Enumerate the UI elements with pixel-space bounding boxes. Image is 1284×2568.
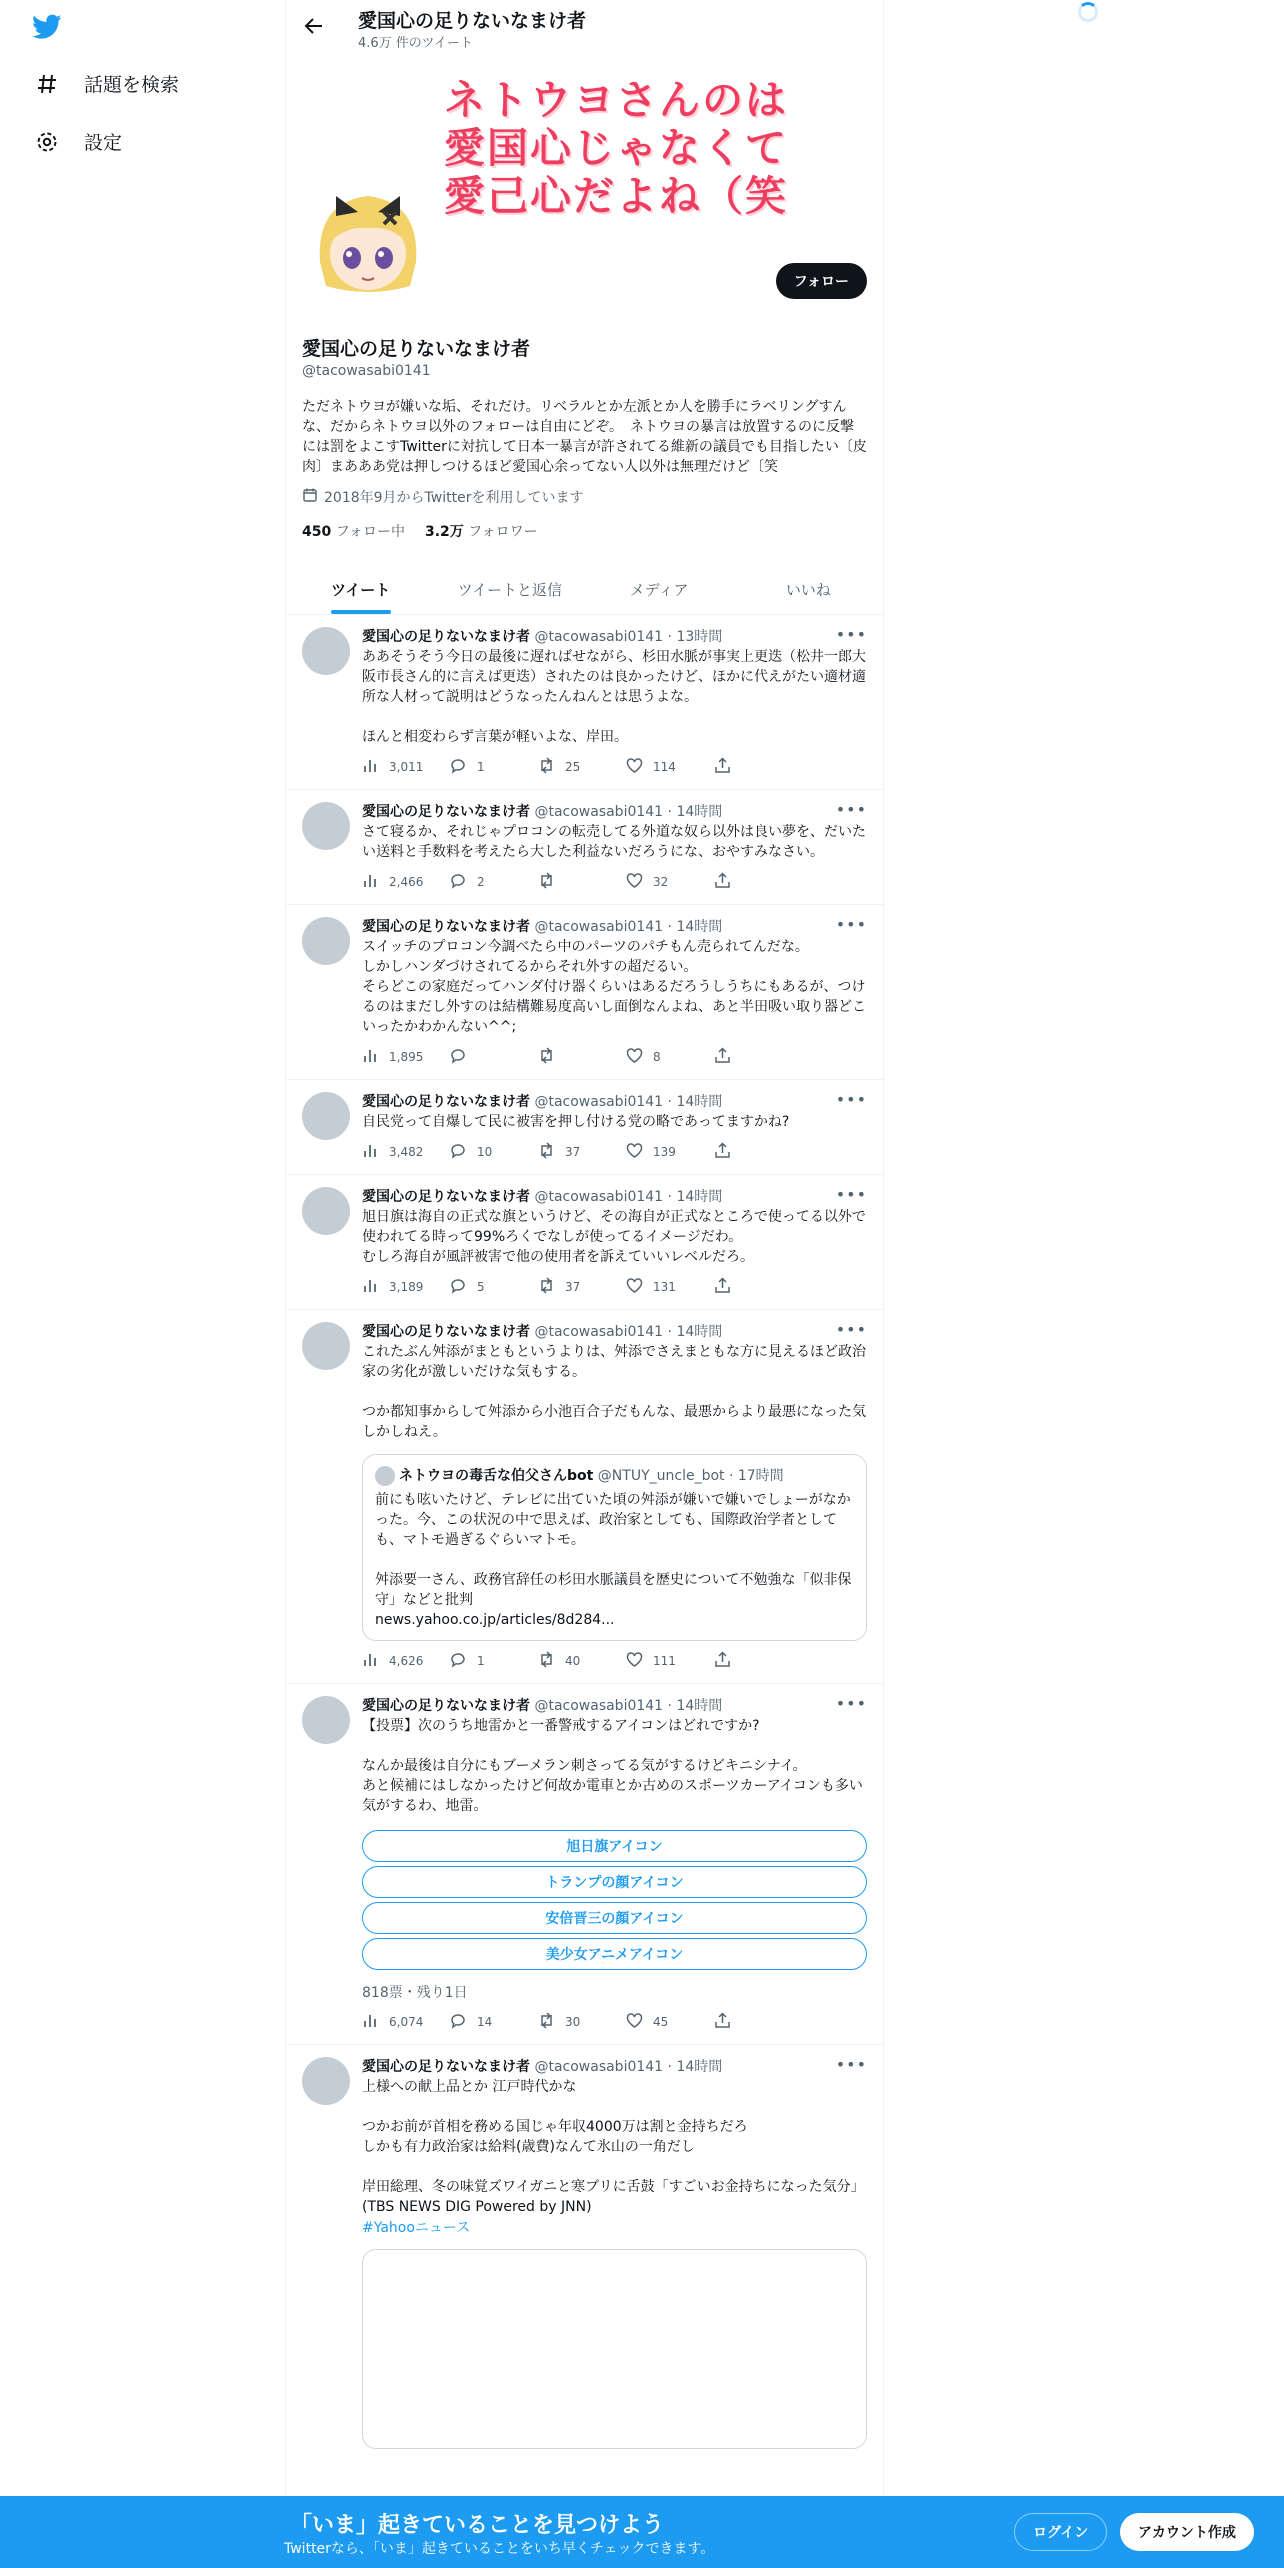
like-button[interactable]: 131 — [626, 1277, 714, 1297]
tweet-text: 旭日旗は海自の正式な旗というけど、その海自が正式なところで使ってる以外で使われてる時って99%ろくでなしが使ってるイメージだわ。 むしろ海自が風評被害で他の使用者を訴えていいレベルだろ。 — [362, 1209, 866, 1265]
bar-chart-icon — [362, 1651, 379, 1671]
tab-likes[interactable]: いいね — [785, 581, 831, 599]
tweet-text: さて寝るか、それじゃプロコンの転売してる外道な奴ら以外は良い夢を、だいたい送料と手数料を考えたら大した利益ないだろうにな、おやすみなさい。 — [362, 824, 866, 860]
tweet-header: 愛国心の足りないなまけ者 @tacowasabi0141 · 14時間 — [362, 1094, 723, 1110]
tweet-avatar[interactable] — [302, 1322, 350, 1370]
poll-meta: 818票・残り1日 — [362, 1985, 468, 2001]
views-button[interactable]: 6,074 — [362, 2012, 450, 2032]
reply-icon — [450, 2012, 467, 2032]
nav-settings-label: 設定 — [84, 132, 123, 154]
heart-icon — [626, 757, 643, 777]
heart-icon — [626, 2012, 643, 2032]
like-button[interactable]: 111 — [626, 1651, 714, 1671]
bar-chart-icon — [362, 872, 379, 892]
quoted-tweet[interactable] — [362, 1454, 867, 1641]
share-button[interactable] — [714, 1142, 802, 1162]
login-button[interactable]: ログイン — [1014, 2513, 1107, 2551]
tweet-avatar[interactable] — [302, 627, 350, 675]
tweet-actions — [362, 1047, 867, 1067]
tweet[interactable] — [286, 1080, 883, 1175]
hashtag-link[interactable]: #Yahooニュース — [362, 2220, 471, 2236]
views-button[interactable]: 2,466 — [362, 872, 450, 892]
retweet-icon — [538, 757, 555, 777]
nav-explore[interactable] — [34, 70, 179, 97]
retweet-icon — [538, 1047, 555, 1067]
more-icon[interactable]: ••• — [835, 1185, 867, 1204]
tab-tweets-replies[interactable]: ツイートと返信 — [457, 581, 562, 599]
tweet-header: 愛国心の足りないなまけ者 @tacowasabi0141 · 14時間 — [362, 1698, 723, 1714]
reply-button[interactable]: 14 — [450, 2012, 538, 2032]
profile-bio: ただネトウヨが嫌いな垢、それだけ。リベラルとか左派とか人を勝手にラベリングすんな、だからネトウヨ以外のフォローは自由にどぞ。 ネトウヨの暴言は放置するのに反撃には罰をよこすTwitterに対抗して日本一暴言が許されてる維新の議員でも目指したい〔皮肉〕まあああ党は押しつけるほど愛国心余ってない人以外は無理だけど〔笑 — [302, 399, 867, 475]
share-button[interactable] — [714, 1651, 802, 1671]
profile-joined — [302, 487, 867, 507]
reply-button[interactable]: 1 — [450, 1651, 538, 1671]
header-title: 愛国心の足りないなまけ者 — [358, 10, 587, 32]
more-icon[interactable]: ••• — [835, 800, 867, 819]
signup-banner — [0, 2496, 1284, 2568]
sidebar — [0, 0, 285, 2568]
reply-button[interactable]: 10 — [450, 1142, 538, 1162]
hashtag-icon — [34, 71, 60, 97]
tweet-text: 自民党って自爆して民に被害を押し付ける党の略であってますかね? — [362, 1114, 790, 1130]
like-button[interactable]: 8 — [626, 1047, 714, 1067]
retweet-icon — [538, 1277, 555, 1297]
nav-explore-label: 話題を検索 — [84, 74, 180, 96]
signup-button[interactable]: アカウント作成 — [1120, 2513, 1254, 2551]
share-button[interactable] — [714, 2012, 802, 2032]
tweet[interactable] — [286, 615, 883, 790]
signup-banner-subtitle: Twitterなら、「いま」起きていることをいち早くチェックできます。 — [284, 2541, 715, 2557]
poll-option[interactable]: 旭日旗アイコン — [362, 1830, 867, 1862]
share-icon — [714, 757, 731, 777]
retweet-button[interactable]: 37 — [538, 1277, 626, 1297]
calendar-icon — [302, 487, 318, 507]
retweet-icon — [538, 2012, 555, 2032]
reply-icon — [450, 1651, 467, 1671]
share-button[interactable] — [714, 1047, 802, 1067]
share-button[interactable] — [714, 1277, 802, 1297]
reply-button[interactable]: 5 — [450, 1277, 538, 1297]
views-button[interactable]: 4,626 — [362, 1651, 450, 1671]
tweet-avatar[interactable] — [302, 2057, 350, 2105]
tweet-header: 愛国心の足りないなまけ者 @tacowasabi0141 · 14時間 — [362, 919, 723, 935]
reply-icon — [450, 1142, 467, 1162]
profile-header-bar — [286, 0, 883, 52]
retweet-button[interactable]: 37 — [538, 1142, 626, 1162]
tweet-avatar[interactable] — [302, 1696, 350, 1744]
more-icon[interactable]: ••• — [835, 1694, 867, 1713]
tweet-actions — [362, 2012, 867, 2032]
views-button[interactable]: 3,189 — [362, 1277, 450, 1297]
tweet-text: 上様への献上品とか 江戸時代かな つかお前が首相を務める国じゃ年収4000万は割と金持ちだろ しかも有力政治家は給料(歳費)なんて氷山の一角だし 岸田総理、冬の味覚ズワイガニと寒ブリに舌鼓「すごいお金持ちになった気分」(TBS NEWS DIG Powered by JNN) — [362, 2079, 865, 2215]
tweet-avatar[interactable] — [302, 802, 350, 850]
joined-date: 2018年9月からTwitterを利用しています — [324, 490, 584, 506]
like-button[interactable]: 139 — [626, 1142, 714, 1162]
retweet-button[interactable] — [538, 1047, 626, 1067]
share-icon — [714, 1142, 731, 1162]
reply-icon — [450, 872, 467, 892]
views-button[interactable]: 3,482 — [362, 1142, 450, 1162]
tweet-text: これたぶん舛添がまともというよりは、舛添でさえまともな方に見えるほど政治家の劣化が激しいだけな気もする。 つか都知事からして舛添から小池百合子だもんな、最悪からより最悪になった気しかしねえ。 — [362, 1344, 866, 1440]
more-icon[interactable]: ••• — [835, 1320, 867, 1339]
bar-chart-icon — [362, 1047, 379, 1067]
reply-button[interactable]: 2 — [450, 872, 538, 892]
share-icon — [714, 1047, 731, 1067]
tweet[interactable] — [286, 1684, 883, 2045]
retweet-button[interactable] — [538, 872, 626, 892]
tweet-text: スイッチのプロコン今調べたら中のパーツのパチもん売られてんだな。 しかしハンダづけされてるからそれ外すの超だるい。 そらどこの家庭だってハンダ付け器くらいはあるだろうしうちにもあるが、つけるのはまだし外すのは結構難易度高いし面倒なんよね、あと半田吸い取り器どこいったかわかんない^^; — [362, 939, 866, 1035]
followers-link[interactable]: 3.2万 フォロワー — [425, 524, 538, 540]
loading-spinner-icon — [1078, 2, 1098, 22]
bar-chart-icon — [362, 1277, 379, 1297]
link-card[interactable] — [362, 2249, 867, 2449]
views-button[interactable]: 1,895 — [362, 1047, 450, 1067]
bar-chart-icon — [362, 757, 379, 777]
retweet-button[interactable]: 30 — [538, 2012, 626, 2032]
gear-icon — [34, 129, 60, 155]
quoted-tweet-text: 前にも呟いたけど、テレビに出ていた頃の舛添が嫌いで嫌いでしょーがなかった。今、この状況の中で思えば、政治家としても、国際政治学者としても、マトモ過ぎるぐらいマトモ。 舛添要一さん、政務官辞任の杉田水脈議員を歴史について不勉強な「似非保守」などと批判 news.yahoo.co.jp/articles/8d284... — [375, 1492, 852, 1628]
tweet-header: 愛国心の足りないなまけ者 @tacowasabi0141 · 14時間 — [362, 804, 723, 820]
more-icon[interactable]: ••• — [835, 915, 867, 934]
share-icon — [714, 872, 731, 892]
poll — [362, 1830, 867, 2002]
heart-icon — [626, 872, 643, 892]
share-icon — [714, 1277, 731, 1297]
signup-banner-title: 「いま」起きていることを見つけよう — [290, 2513, 665, 2538]
back-arrow-icon[interactable] — [302, 14, 326, 38]
tweet-avatar[interactable] — [302, 1187, 350, 1235]
profile-name: 愛国心の足りないなまけ者 — [302, 338, 531, 360]
heart-icon — [626, 1047, 643, 1067]
follow-button[interactable]: フォロー — [776, 263, 867, 299]
tweet[interactable] — [286, 790, 883, 905]
tweet-header: 愛国心の足りないなまけ者 @tacowasabi0141 · 14時間 — [362, 1324, 723, 1340]
tweet-text: 【投票】次のうち地雷かと一番警戒するアイコンはどれですか? なんか最後は自分にもブーメラン刺さってる気がするけどキニシナイ。 あと候補にはしなかったけど何故か電車とか古めのスポーツカーアイコンも多い気がするわ、地雷。 — [362, 1718, 863, 1814]
nav-settings[interactable] — [34, 128, 122, 155]
reply-button[interactable]: 1 — [450, 757, 538, 777]
reply-button[interactable] — [450, 1047, 538, 1067]
reply-icon — [450, 1277, 467, 1297]
bar-chart-icon — [362, 1142, 379, 1162]
tab-media[interactable]: メディア — [629, 581, 689, 599]
banner-text: ネトウヨさんのは 愛国心じゃなくて 愛己心だよね（笑 — [444, 76, 788, 220]
profile-tabs — [286, 563, 883, 615]
retweet-button[interactable]: 25 — [538, 757, 626, 777]
heart-icon — [626, 1277, 643, 1297]
like-button[interactable]: 32 — [626, 872, 714, 892]
bar-chart-icon — [362, 2012, 379, 2032]
share-icon — [714, 1651, 731, 1671]
tweet[interactable] — [286, 1310, 883, 1684]
tweet-actions — [362, 872, 867, 892]
like-button[interactable]: 114 — [626, 757, 714, 777]
tweet-header: 愛国心の足りないなまけ者 @tacowasabi0141 · 14時間 — [362, 1189, 723, 1205]
quoted-tweet-header: ネトウヨの毒舌な伯父さんbot @NTUY_uncle_bot · 17時間 — [375, 1465, 854, 1486]
views-button[interactable]: 3,011 — [362, 757, 450, 777]
share-button[interactable] — [714, 872, 802, 892]
tweet[interactable] — [286, 905, 883, 1080]
retweet-icon — [538, 1142, 555, 1162]
tweet-avatar[interactable] — [302, 1092, 350, 1140]
tweet[interactable] — [286, 2045, 883, 2461]
retweet-button[interactable]: 40 — [538, 1651, 626, 1671]
tab-tweets[interactable]: ツイート — [286, 563, 435, 614]
share-button[interactable] — [714, 757, 802, 777]
tweet-text: ああそうそう今日の最後に遅ればせながら、杉田水脈が事実上更迭（松井一郎大阪市長さん的に言えば更迭）されたのは良かったけど、ほかに代えがたい適材適所な人材って説明はどうなったんねんとは思うよな。 ほんと相変わらず言葉が軽いよな、岸田。 — [362, 649, 866, 745]
tweet-actions — [362, 1277, 867, 1297]
follow-stats — [302, 521, 867, 541]
profile-avatar[interactable] — [302, 178, 434, 310]
reply-icon — [450, 757, 467, 777]
retweet-icon — [538, 872, 555, 892]
profile-column — [285, 0, 884, 2568]
poll-option[interactable]: 安倍晋三の顔アイコン — [362, 1902, 867, 1934]
tweet-actions — [362, 1142, 867, 1162]
tweet-avatar[interactable] — [302, 917, 350, 965]
tweet-actions — [362, 1651, 867, 1671]
tweet-header: 愛国心の足りないなまけ者 @tacowasabi0141 · 14時間 — [362, 2059, 723, 2075]
tweet[interactable] — [286, 1175, 883, 1310]
reply-icon — [450, 1047, 467, 1067]
tweet-actions — [362, 757, 867, 777]
retweet-icon — [538, 1651, 555, 1671]
poll-option[interactable]: 美少女アニメアイコン — [362, 1938, 867, 1970]
quoted-avatar — [375, 1466, 395, 1486]
header-tweet-count: 4.6万 件のツイート — [358, 36, 473, 51]
poll-option[interactable]: トランプの顔アイコン — [362, 1866, 867, 1898]
more-icon[interactable]: ••• — [835, 1090, 867, 1109]
tweet-header: 愛国心の足りないなまけ者 @tacowasabi0141 · 13時間 — [362, 629, 723, 645]
profile-handle: @tacowasabi0141 — [302, 363, 431, 379]
like-button[interactable]: 45 — [626, 2012, 714, 2032]
following-link[interactable]: 450 フォロー中 — [302, 524, 405, 540]
more-icon[interactable]: ••• — [835, 625, 867, 644]
twitter-logo-icon[interactable] — [32, 14, 62, 44]
more-icon[interactable]: ••• — [835, 2055, 867, 2074]
heart-icon — [626, 1651, 643, 1671]
share-icon — [714, 2012, 731, 2032]
heart-icon — [626, 1142, 643, 1162]
